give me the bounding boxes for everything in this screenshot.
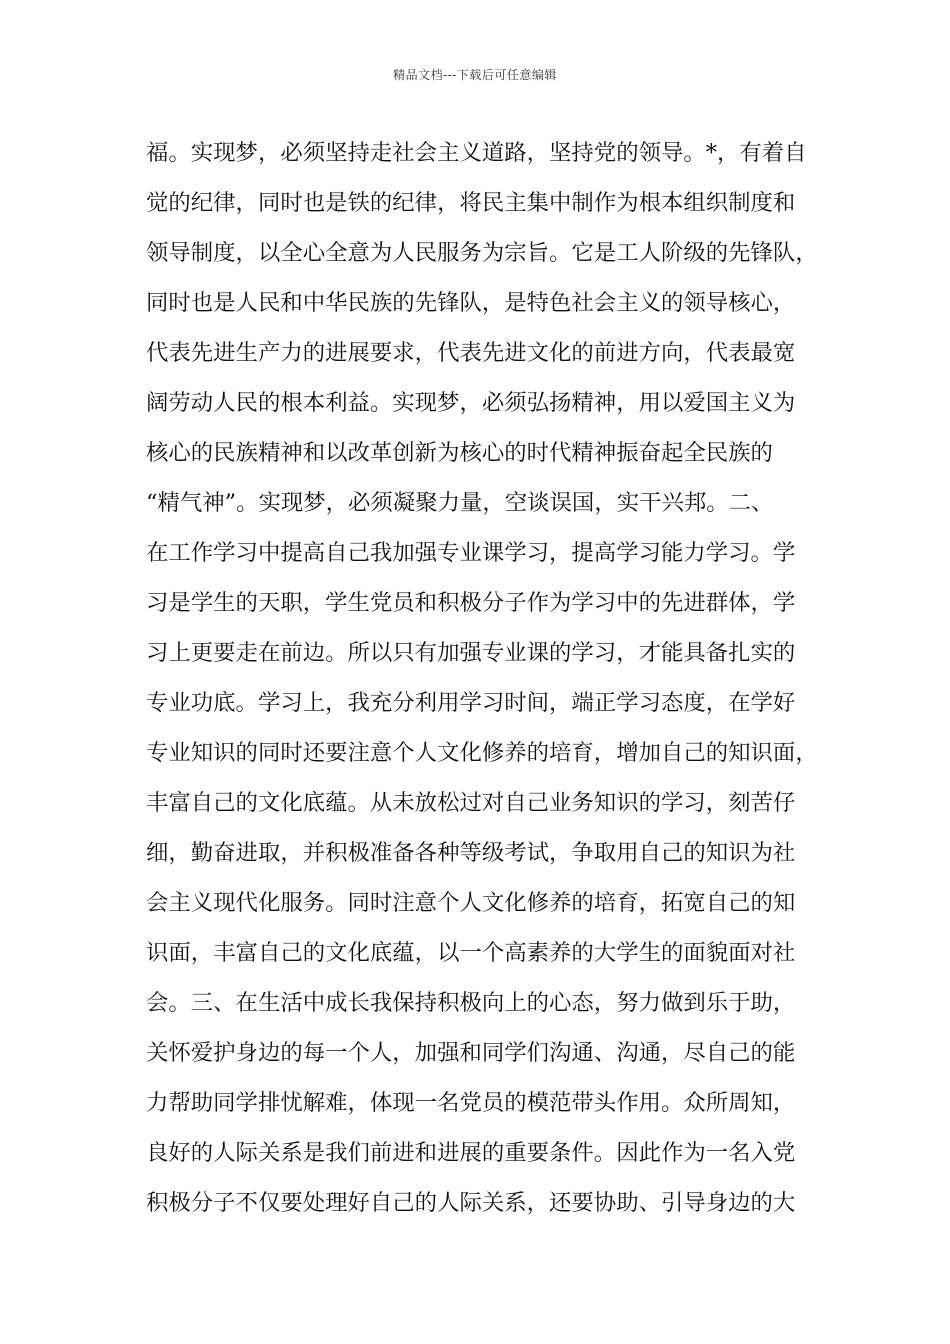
text-line: “精气神”。实现梦，必须凝聚力量，空谈误国，实干兴邦。二、 bbox=[146, 490, 774, 516]
text-line: 代表先进生产力的进展要求，代表先进文化的前进方向，代表最宽 bbox=[146, 340, 796, 366]
text-line: 关怀爱护身边的每一个人，加强和同学们沟通、沟通，尽自己的能 bbox=[146, 1040, 796, 1066]
text-line: 会。三、在生活中成长我保持积极向上的心态，努力做到乐于助， bbox=[146, 990, 796, 1016]
text-line: 阔劳动人民的根本利益。实现梦，必须弘扬精神，用以爱国主义为 bbox=[146, 390, 796, 416]
text-line: 丰富自己的文化底蕴。从未放松过对自己业务知识的学习，刻苦仔 bbox=[146, 790, 796, 816]
text-line: 识面，丰富自己的文化底蕴，以一个高素养的大学生的面貌面对社 bbox=[146, 940, 796, 966]
text-line: 专业知识的同时还要注意个人文化修养的培育，增加自己的知识面， bbox=[146, 740, 818, 766]
text-line: 福。实现梦，必须坚持走社会主义道路，坚持党的领导。*，有着自 bbox=[146, 140, 807, 166]
text-line: 力帮助同学排忧解难，体现一名党员的模范带头作用。众所周知， bbox=[146, 1090, 796, 1116]
body-text bbox=[146, 128, 826, 1228]
text-line: 同时也是人民和中华民族的先锋队，是特色社会主义的领导核心， bbox=[146, 290, 796, 316]
text-line: 积极分子不仅要处理好自己的人际关系，还要协助、引导身边的大 bbox=[146, 1190, 796, 1216]
text-line: 核心的民族精神和以改革创新为核心的时代精神振奋起全民族的 bbox=[146, 440, 773, 466]
text-line: 习上更要走在前边。所以只有加强专业课的学习，才能具备扎实的 bbox=[146, 640, 796, 666]
text-line: 会主义现代化服务。同时注意个人文化修养的培育，拓宽自己的知 bbox=[146, 890, 796, 916]
text-line: 良好的人际关系是我们前进和进展的重要条件。因此作为一名入党 bbox=[146, 1140, 796, 1166]
text-line: 在工作学习中提高自己我加强专业课学习，提高学习能力学习。学 bbox=[146, 540, 796, 566]
page-header: 精品文档---下载后可任意编辑 bbox=[393, 68, 557, 82]
text-line: 细，勤奋进取，并积极准备各种等级考试，争取用自己的知识为社 bbox=[146, 840, 796, 866]
text-line: 专业功底。学习上，我充分利用学习时间，端正学习态度，在学好 bbox=[146, 690, 796, 716]
text-line: 习是学生的天职，学生党员和积极分子作为学习中的先进群体，学 bbox=[146, 590, 796, 616]
text-line: 领导制度，以全心全意为人民服务为宗旨。它是工人阶级的先锋队， bbox=[146, 240, 818, 266]
text-line: 觉的纪律，同时也是铁的纪律，将民主集中制作为根本组织制度和 bbox=[146, 190, 796, 216]
